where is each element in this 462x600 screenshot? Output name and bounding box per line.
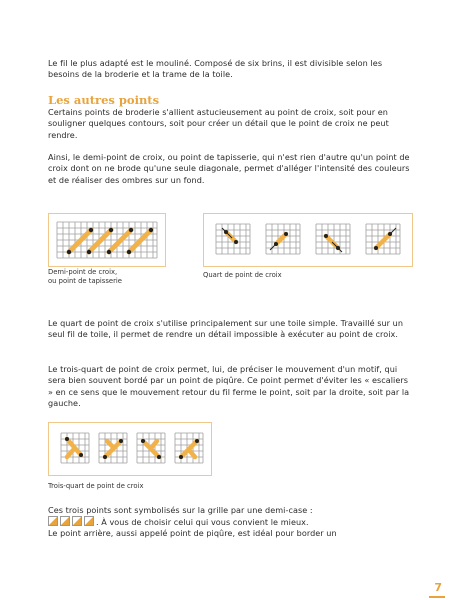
paragraph-quarter-stitch: Le quart de point de croix s'utilise principalement sur une toile simple. Travaillé sur un seul fil de toile, il permet de rendre un détail impossible à exécuter au point de croix. [48,318,404,340]
intro-paragraph: Le fil le plus adapté est le mouliné. Composé de six brins, il est divisible selon les besoins de la broderie et la trame de la toile. [48,58,383,80]
paragraph-back-stitch: Le point arrière, aussi appelé point de piqûre, est idéal pour border un [48,528,337,538]
three-quarter-stitch-figure [48,422,212,476]
half-stitch-caption-line1: Demi-point de croix, [48,268,118,276]
page-number: 7 [434,581,442,594]
page-number-underline [429,596,445,598]
half-stitch-diagram [49,214,165,266]
symbols-text-start: Ces trois points sont symbolisés sur la grille par une demi-case : [48,505,313,515]
half-stitch-caption [48,268,122,286]
half-cell-symbol-2 [60,516,70,526]
quarter-stitch-diagram [204,214,412,266]
half-stitch-figure [48,213,166,267]
quarter-stitch-figure [203,213,413,267]
three-quarter-stitch-diagram [49,423,211,475]
three-quarter-stitch-threads [67,439,197,457]
three-quarter-stitch-caption: Trois-quart de point de croix [48,482,144,490]
fabric-grid [216,224,400,254]
section-heading: Les autres points [48,93,160,107]
paragraph-half-stitch: Ainsi, le demi-point de croix, ou point de tapisserie, qui n'est rien d'autre qu'un point de croix dont on ne brode qu'une seule diagonale, permet d'alléger l'intensité des couleurs et de réaliser des ombres sur un fond. [48,152,410,185]
paragraph-three-quarter-stitch: Le trois-quart de point de croix permet, lui, de préciser le mouvement d'un motif, qui sera bien souvent bordé par un point de piqûre. Ce point permet d'éviter les « escaliers » en ce sens que le mouvement retour du fil ferme le point, soit par la droite, soit par la gauche. [48,364,410,408]
half-cell-symbol-3 [72,516,82,526]
needle-points [224,230,392,250]
paragraph-other-stitches: Certains points de broderie s'allient astucieusement au point de croix, soit pour en souligner quelques contours, soit pour créer un détail que le point de croix ne peut rendre. [48,107,389,140]
half-cell-symbol-4 [84,516,94,526]
symbols-text-end: . À vous de choisir celui qui vous convient le mieux. [96,517,309,528]
quarter-stitch-threads [226,232,390,248]
quarter-stitch-caption: Quart de point de croix [203,271,282,279]
paragraph-symbols [48,505,414,529]
half-cell-symbol-1 [48,516,58,526]
half-stitch-caption-line2: ou point de tapisserie [48,277,122,285]
